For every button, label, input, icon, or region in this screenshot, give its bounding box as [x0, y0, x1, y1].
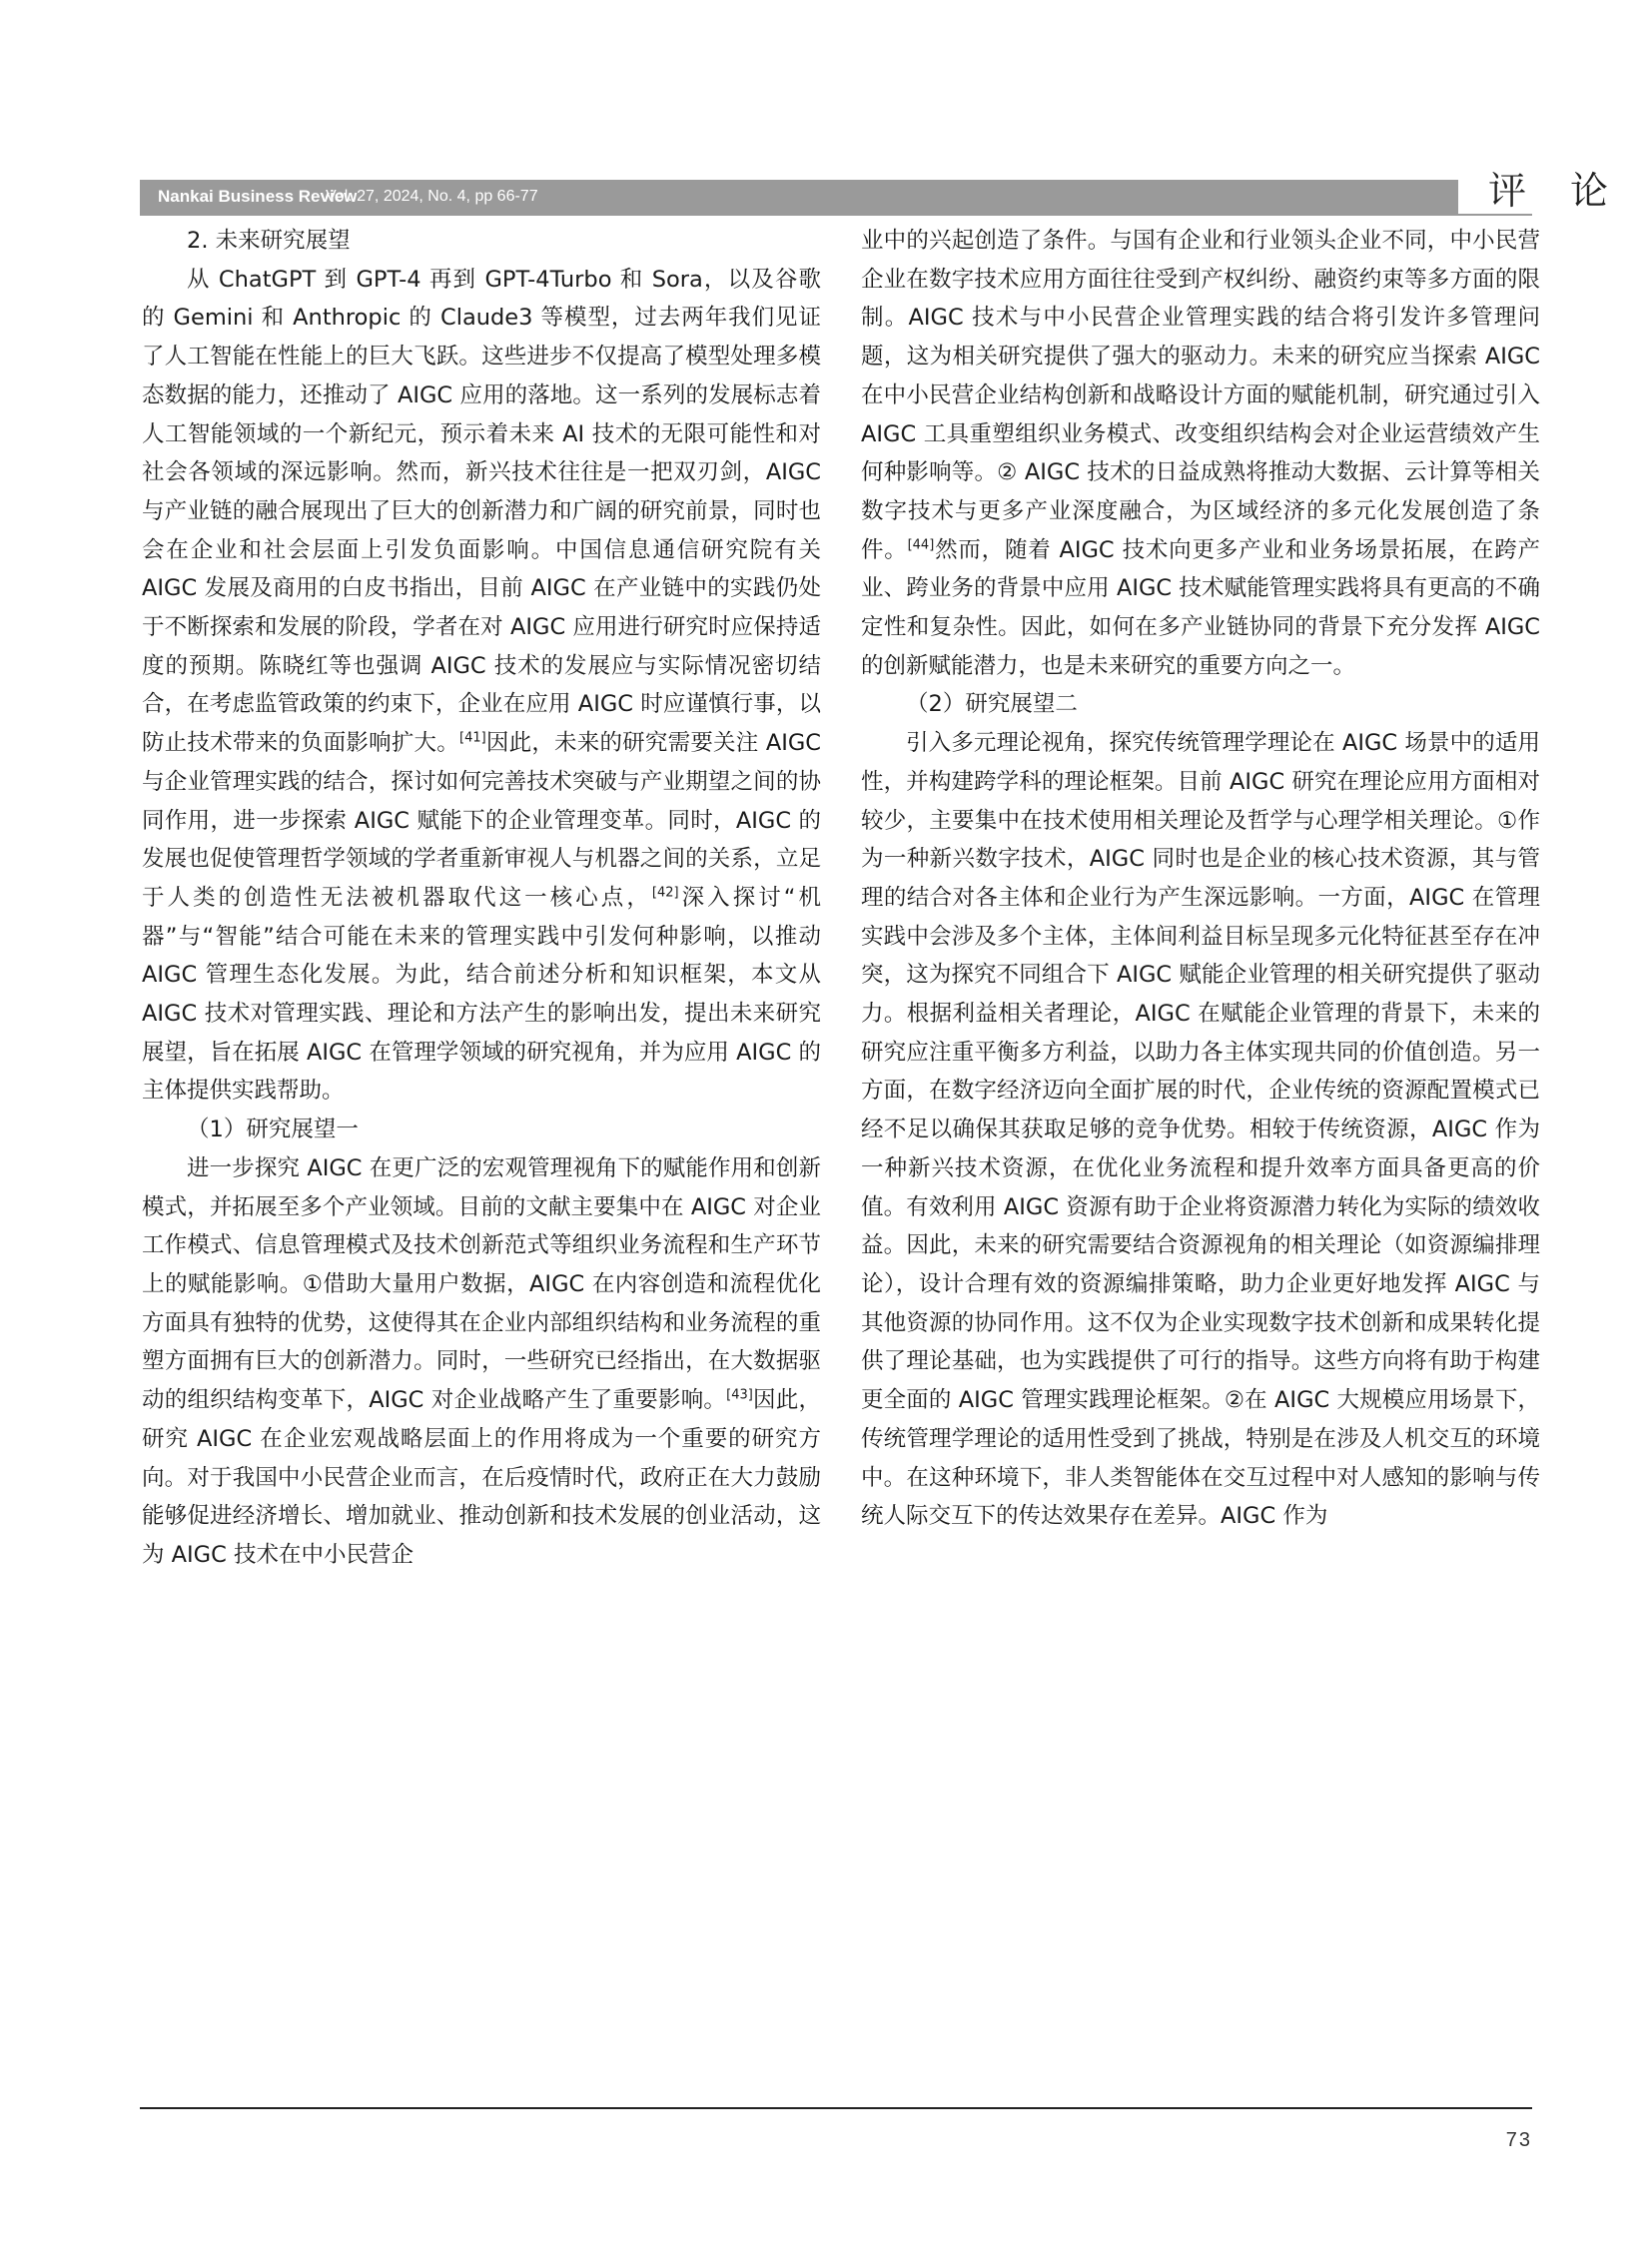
paragraph — [861, 222, 1540, 685]
citation-ref: [42] — [651, 885, 679, 901]
right-column — [861, 222, 1540, 1536]
section-label: 评论 — [1458, 168, 1652, 214]
page-number: 73 — [1505, 2129, 1532, 2151]
paragraph-text: 引入多元理论视角，探究传统管理学理论在 AIGC 场景中的适用性，并构建跨学科的理论框架。目前 AIGC 研究在理论应用方面相对较少，主要集中在技术使用相关理论及哲学与心理学相关理论。①作为一种新兴数字技术，AIGC 同时也是企业的核心技术资源，其与管理的结合对各主体和企业行为产生深远影响。一方面，AIGC 在管理实践中会涉及多个主体，主体间利益目标呈现多元化特征甚至存在冲突，这为探究不同组合下 AIGC 赋能企业管理的相关研究提供了驱动力。根据利益相关者理论，AIGC 在赋能企业管理的背景下，未来的研究应注重平衡多方利益，以助力各主体实现共同的价值创造。另一方面，在数字经济迈向全面扩展的时代，企业传统的资源配置模式已经不足以确保其获取足够的竞争优势。相较于传统资源，AIGC 作为一种新兴技术资源，在优化业务流程和提升效率方面具备更高的价值。有效利用 AIGC 资源有助于企业将资源潜力转化为实际的绩效收益。因此，未来的研究需要结合资源视角的相关理论（如资源编排理论），设计合理有效的资源编排策略，助力企业更好地发挥 AIGC 与其他资源的协同作用。这不仅为企业实现数字技术创新和成果转化提供了理论基础，也为实践提供了可行的指导。这些方向将有助于构建更全面的 AIGC 管理实践理论框架。②在 AIGC 大规模应用场景下，传统管理学理论的适用性受到了挑战，特别是在涉及人机交互的环境中。在这种环境下，非人类智能体在交互过程中对人感知的影响与传统人际交互下的传达效果存在差异。AIGC 作为 — [861, 730, 1540, 1530]
issue-meta: Vol. 27, 2024, No. 4, pp 66-77 — [326, 188, 538, 205]
left-column — [142, 222, 821, 1575]
paragraph-text: 深入探讨“机器”与“智能”结合可能在未来的管理实践中引发何种影响，以推动 AIGC 管理生态化发展。为此，结合前述分析和知识框架，本文从 AIGC 技术对管理实践、理论和方法产生的影响出发，提出未来研究展望，旨在拓展 AIGC 在管理学领域的研究视角，并为应用 AIGC 的主体提供实践帮助。 — [142, 884, 821, 1105]
running-header — [140, 180, 1532, 216]
paragraph — [142, 1149, 821, 1575]
citation-ref: [41] — [459, 730, 486, 746]
subsection-heading: （1）研究展望一 — [187, 1117, 359, 1143]
subsection-heading: （2）研究展望二 — [906, 691, 1078, 718]
paragraph — [142, 261, 821, 1111]
journal-name: Nankai Business Review — [158, 187, 358, 206]
section-heading: 2. 未来研究展望 — [187, 228, 351, 254]
paragraph-text: 因此，研究 AIGC 在企业宏观战略层面上的作用将成为一个重要的研究方向。对于我国中小民营企业而言，在后疫情时代，政府正在大力鼓励能够促进经济增长、增加就业、推动创新和技术发展的创业活动，这为 AIGC 技术在中小民营企 — [142, 1387, 821, 1568]
paragraph-text: 进一步探究 AIGC 在更广泛的宏观管理视角下的赋能作用和创新模式，并拓展至多个产业领域。目前的文献主要集中在 AIGC 对企业工作模式、信息管理模式及技术创新范式等组织业务流程和生产环节上的赋能影响。①借助大量用户数据，AIGC 在内容创造和流程优化方面具有独特的优势，这使得其在企业内部组织结构和业务流程的重塑方面拥有巨大的创新潜力。同时，一些研究已经指出，在大数据驱动的组织结构变革下，AIGC 对企业战略产生了重要影响。 — [142, 1154, 821, 1414]
paragraph-text: 业中的兴起创造了条件。与国有企业和行业领头企业不同，中小民营企业在数字技术应用方面往往受到产权纠纷、融资约束等多方面的限制。AIGC 技术与中小民营企业管理实践的结合将引发许多管理问题，这为相关研究提供了强大的驱动力。未来的研究应当探索 AIGC 在中小民营企业结构创新和战略设计方面的赋能机制，研究通过引入 AIGC 工具重塑组织业务模式、改变组织结构会对企业运营绩效产生何种影响等。② AIGC 技术的日益成熟将推动大数据、云计算等相关数字技术与更多产业深度融合，为区域经济的多元化发展创造了条件。 — [861, 228, 1540, 563]
footer-rule — [140, 2107, 1532, 2109]
paragraph-text: 因此，未来的研究需要关注 AIGC 与企业管理实践的结合，探讨如何完善技术突破与产业期望之间的协同作用，进一步探索 AIGC 赋能下的企业管理变革。同时，AIGC 的发展也促使管理哲学领域的学者重新审视人与机器之间的关系，立足于人类的创造性无法被机器取代这一核心点， — [142, 730, 821, 911]
citation-ref: [43] — [726, 1387, 753, 1403]
paragraph — [861, 724, 1540, 1536]
paragraph-text: 然而，随着 AIGC 技术向更多产业和业务场景拓展，在跨产业、跨业务的背景中应用 AIGC 技术赋能管理实践将具有更高的不确定性和复杂性。因此，如何在多产业链协同的背景下充分发挥 AIGC 的创新赋能潜力，也是未来研究的重要方向之一。 — [861, 536, 1540, 679]
citation-ref: [44] — [907, 537, 935, 553]
paragraph-text: 从 ChatGPT 到 GPT-4 再到 GPT-4Turbo 和 Sora，以及谷歌的 Gemini 和 Anthropic 的 Claude3 等模型，过去两年我们见证了人工智能在性能上的巨大飞跃。这些进步不仅提高了模型处理多模态数据的能力，还推动了 AIGC 应用的落地。这一系列的发展标志着人工智能领域的一个新纪元，预示着未来 AI 技术的无限可能性和对社会各领域的深远影响。然而，新兴技术往往是一把双刃剑，AIGC 与产业链的融合展现出了巨大的创新潜力和广阔的研究前景，同时也会在企业和社会层面上引发负面影响。中国信息通信研究院有关 AIGC 发展及商用的白皮书指出，目前 AIGC 在产业链中的实践仍处于不断探索和发展的阶段，学者在对 AIGC 应用进行研究时应保持适度的预期。陈晓红等也强调 AIGC 技术的发展应与实际情况密切结合，在考虑监管政策的约束下，企业在应用 AIGC 时应谨慎行事，以防止技术带来的负面影响扩大。 — [142, 266, 821, 757]
